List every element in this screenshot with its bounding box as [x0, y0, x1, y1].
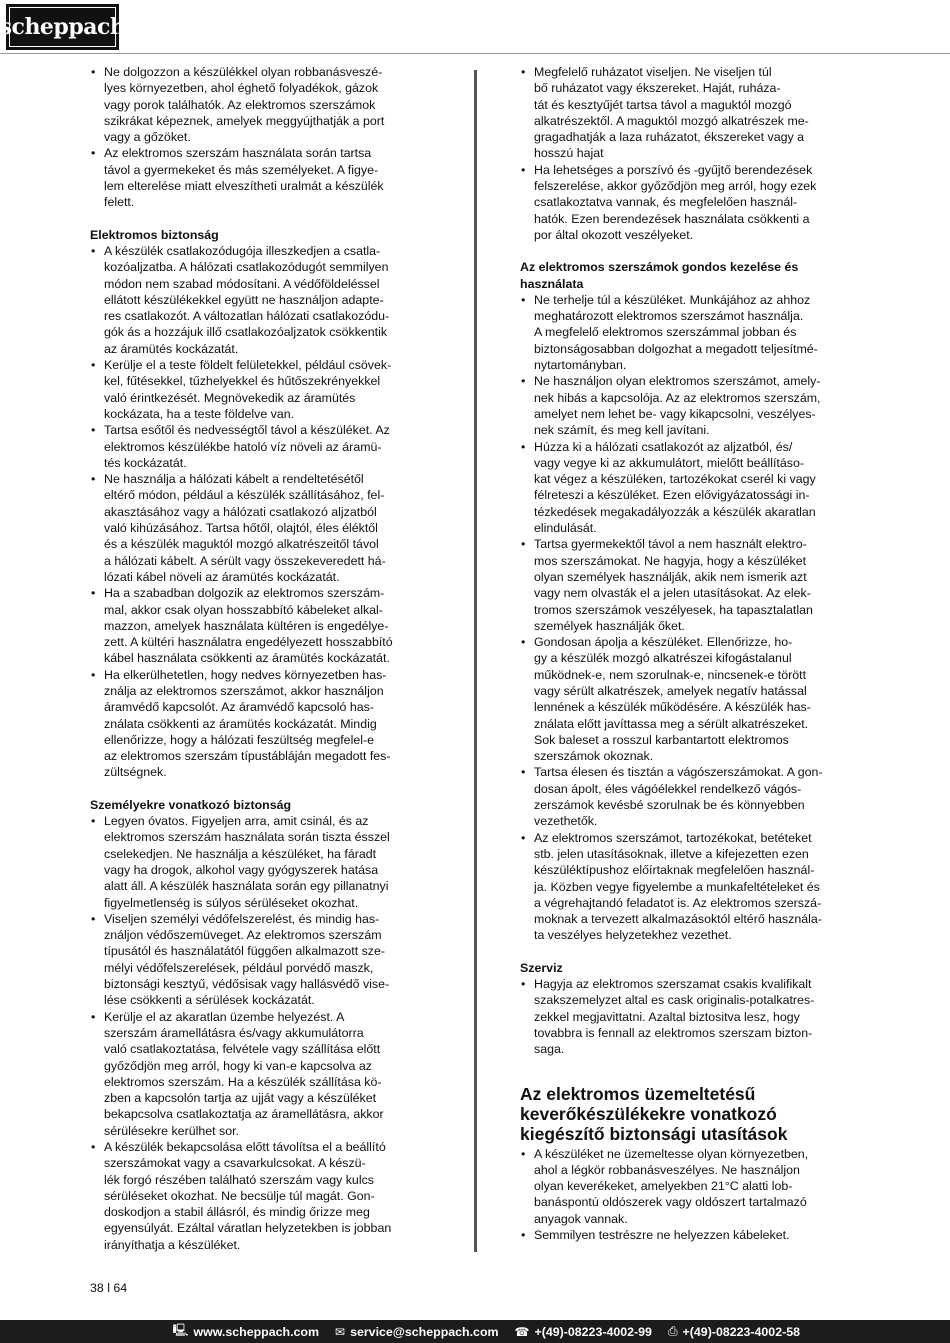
footer-web[interactable] [172, 1321, 319, 1342]
list-item: • Húzza ki a hálózati csatlakozót az aljzatból, és/ vagy vegye ki az akkumulátort, mielőtt beállításo- kat végez a készüléken, tartozékokat cserél ki vagy félreteszi a készüléket. Ezen elővigyázatossági in- tézkedések megakadályozzák a készülék akaratlan elindulását. [520, 439, 860, 537]
right-column [520, 64, 860, 1243]
list-item: • Tartsa élesen és tisztán a vágószerszámokat. A gon- dosan ápolt, éles vágóélekkel rendelkező vágós- zerszámok kevésbé szorulnak be és könnyebben vezethetők. [520, 764, 860, 829]
mixer-safety-list [520, 1146, 860, 1244]
list-item: • Ha a szabadban dolgozik az elektromos szerszám- mal, akkor csak olyan hosszabbító kábeleket alkal- mazzon, amelyek használata kültéren is engedélye- zett. A kültéri használatra engedélyezett hosszabbító kábel használata csökkenti az áramütés kockázatát. [90, 585, 436, 666]
electrical-safety-list [90, 243, 436, 781]
column-divider [474, 70, 477, 1252]
list-item: • Hagyja az elektromos szerszamat csakis kvalifikalt szakszemelyzet altal es cask originalis-potalkatres- zekkel megjavittatni. Azaltal biztositva lesz, hogy tovabbra is fennall az elektromos szerszam bizton- saga. [520, 976, 860, 1057]
list-item: • Ne használjon olyan elektromos szerszámot, amely- nek hibás a kapcsolója. Az az elektromos szerszám, amelyet nem lehet be- vagy kikapcsolni, veszélyes- nek számít, és meg kell javítani. [520, 373, 860, 438]
footer-fax-text: +(49)-08223-4002-58 [682, 1324, 800, 1339]
list-item: • Ha lehetséges a porszívó és -gyűjtő berendezések felszerelése, akkor győződjön meg arról, hogy ezek csatlakoztatva vannak, és megfelelően használ- hatók. Ezen berendezések használata csökkenti a por által okozott veszélyeket. [520, 162, 860, 243]
list-item: • Viseljen személyi védőfelszerelést, és mindig has- ználjon védőszemüveget. Az elektromos szerszám típusától és használatától függően alkalmazott sze- mélyi védőfelszerelések, például porvédő maszk, biztonsági kesztyű, védősisak vagy hallásvédő vise- lése csökkenti a sérülések kockázatát. [90, 911, 436, 1009]
list-item: • Gondosan ápolja a készüléket. Ellenőrizze, ho- gy a készülék mozgó alkatrészei kifogástalanul működnek-e, nem szorulnak-e, nincsenek-e törött vagy sérült alkatrészek, amelyek negatív hatással lennének a készülék működésére. A készülék has- ználata előtt javíttassa meg a sérült alkatrészeket. Sok baleset a rosszul karbantartott elektromos szerszámok okoznak. [520, 634, 860, 764]
section-heading-mixer-safety: Az elektromos üzemeltetésű keverőkészülékekre vonatkozó kiegészítő biztonsági utasítások [520, 1083, 788, 1144]
list-item: • Tartsa gyermekektől távol a nem használt elektro- mos szerszámokat. Ne hagyja, hogy a készüléket olyan személyek használják, akik nem ismerik azt vagy nem olvasták el a jelen utasításokat. Az elek- tromos szerszámok veszélyesek, ha tapasztalatlan személyek használják őket. [520, 536, 860, 634]
list-item: • Kerülje el az akaratlan üzembe helyezést. A szerszám áramellátásra és/vagy akkumulátorra való csatlakoztatása, felvétele vagy szállítása előtt győződjön meg arról, hogy ki van-e kapcsolva az elektromos szerszám. Ha a készülék szállítása kö- zben a kapcsolón tartja az ujját vagy a készüléket bekapcsolva csatlakoztatja az áramellátásra, akkor sérülésekre kerülhet sor. [90, 1009, 436, 1139]
list-item: • Ne használja a hálózati kábelt a rendeltetésétől eltérő módon, például a készülék szállításához, fel- akasztásához vagy a hálózati csatlakozó aljzatból való kihúzásához. Tartsa hőtől, olajtól, éles éléktől és a készülék maguktól mozgó alkatrészeitől távol a hálózati kábelt. A sérült vagy összekeveredett há- lózati kábel növeli az áramütés kockázatát. [90, 471, 436, 585]
list-item: • A készülék bekapcsolása előtt távolítsa el a beállító szerszámokat vagy a csavarkulcsokat. A készü- lék forgó részében található szerszám vagy kulcs sérüléseket okozhat. Ne becsülje túl magát. Gon- doskodjon a stabil állásról, és mindig őrizze meg egyensúlyát. Ezáltal váratlan helyzetekben is jobban irányíthatja a készüléket. [90, 1139, 436, 1253]
phone-icon: ☎ [514, 1324, 530, 1339]
list-item: • A készüléket ne üzemeltesse olyan környezetben, ahol a légkör robbanásveszélyes. Ne használjon olyan keverékeket, amelyekben 21°C alatti lob- banáspontú oldószerek vagy oldószert tartalmazó anyagok vannak. [520, 1146, 860, 1227]
footer-email-text: service@scheppach.com [350, 1324, 499, 1339]
footer-fax [668, 1324, 800, 1339]
page-number: 38 l 64 [90, 1281, 128, 1295]
personal-safety-list [90, 813, 436, 1253]
list-item: • Megfelelő ruházatot viseljen. Ne viseljen túl bő ruházatot vagy ékszereket. Haját, ruháza- tát és kesztyűjét tartsa távol a maguktól mozgó alkatrészektől. A maguktól mozgó alkatrészek me- gragadhatják a laza ruházatot, ékszereket vagy a hosszú hajat [520, 64, 860, 162]
fax-icon: ⎙ [667, 1324, 678, 1338]
footer-bar [0, 1320, 950, 1343]
list-item: • Kerülje el a teste földelt felületekkel, például csövek- kel, fűtésekkel, tűzhelyekkel és hűtőszekrényekkel való érintkezését. Megnövekedik az áramütés kockázata, ha a teste földelve van. [90, 357, 436, 422]
footer-email[interactable] [335, 1325, 499, 1339]
list-item: • Ne terhelje túl a készüléket. Munkájához az ahhoz meghatározott elektromos szerszámot használja. A megfelelő elektromos szerszámmal jobban és biztonságosabban dolgozhat a megadott teljesítmé- nytartományban. [520, 292, 860, 373]
section-heading-service: Szerviz [520, 960, 563, 975]
left-column [90, 64, 436, 1253]
list-item: • Az elektromos szerszámot, tartozékokat, betéteket stb. jelen utasításoknak, illetve a kifejezetten ezen készüléktípushoz előírtaknak megfelelően használ- ja. Közben vegye figyelembe a munkafeltételeket és a végrehajtandó feladatot is. Az elektromos szerszá- moknak a tervezett alkalmazásoktól eltérő használa- ta veszélyes helyzetekhez vezethet. [520, 830, 860, 944]
section-heading-personal-safety: Személyekre vonatkozó biztonság [90, 797, 292, 812]
computer-icon: 🖳 [172, 1323, 189, 1337]
header-bar [0, 0, 950, 54]
envelope-icon: ✉ [335, 1324, 346, 1339]
list-item: • Legyen óvatos. Figyeljen arra, amit csinál, és az elektromos szerszám használata során tiszta ésszel cselekedjen. Ne használja a készüléket, ha fáradt vagy ha drogok, alkohol vagy gyógyszerek hatása alatt áll. A készülék használata során egy pillanatnyi figyelmetlenség is súlyos sérüléseket okozhat. [90, 813, 436, 911]
list-item: • Ha elkerülhetetlen, hogy nedves környezetben has- ználja az elektromos szerszámot, akkor használjon áramvédő kapcsolót. Az áramvédő kapcsoló has- ználata csökkenti az áramütés kockázatát. Mindig ellenőrizze, hogy a hálózati feszültség megfelel-e az elektromos szerszám típustábláján megadott fes- zültségnek. [90, 667, 436, 781]
footer-web-text: www.scheppach.com [193, 1324, 320, 1339]
intro-list [90, 64, 436, 211]
section-heading-electrical-safety: Elektromos biztonság [90, 227, 219, 242]
clothing-list [520, 64, 860, 243]
list-item: • Az elektromos szerszám használata során tartsa távol a gyermekeket és más személyeket. A figye- lem elterelése miatt elveszítheti uralmát a készülék felett. [90, 145, 436, 210]
scheppach-logo: scheppach [6, 4, 119, 50]
footer-phone [515, 1325, 652, 1339]
list-item: • Tartsa esőtől és nedvességtől távol a készüléket. Az elektromos készülékbe hatoló víz növeli az áramü- tés kockázatát. [90, 422, 436, 471]
list-item: • A készülék csatlakozódugója illeszkedjen a csatla- kozóaljzatba. A hálózati csatlakozódugót semmilyen módon nem szabad módosítani. A védőföldeléssel ellátott készülékekkel együtt ne használjon adapte- res csatlakozót. A változatlan hálózati csatlakozódu- gók ás a hozzájuk illő csatlakozóaljzatok csökkentik az áramütés kockázatát. [90, 243, 436, 357]
section-heading-tool-care: Az elektromos szerszámok gondos kezelése és használata [520, 260, 799, 291]
list-item: • Ne dolgozzon a készülékkel olyan robbanásveszé- lyes környezetben, ahol éghető folyadékok, gázok vagy porok találhatók. Az elektromos szerszámok szikrákat képeznek, amelyek meggyújthatják a port vagy a gőzöket. [90, 64, 436, 145]
service-list [520, 976, 860, 1057]
footer-phone-text: +(49)-08223-4002-99 [534, 1324, 652, 1339]
list-item: • Semmilyen testrészre ne helyezzen kábeleket. [520, 1227, 860, 1243]
tool-care-list [520, 292, 860, 944]
